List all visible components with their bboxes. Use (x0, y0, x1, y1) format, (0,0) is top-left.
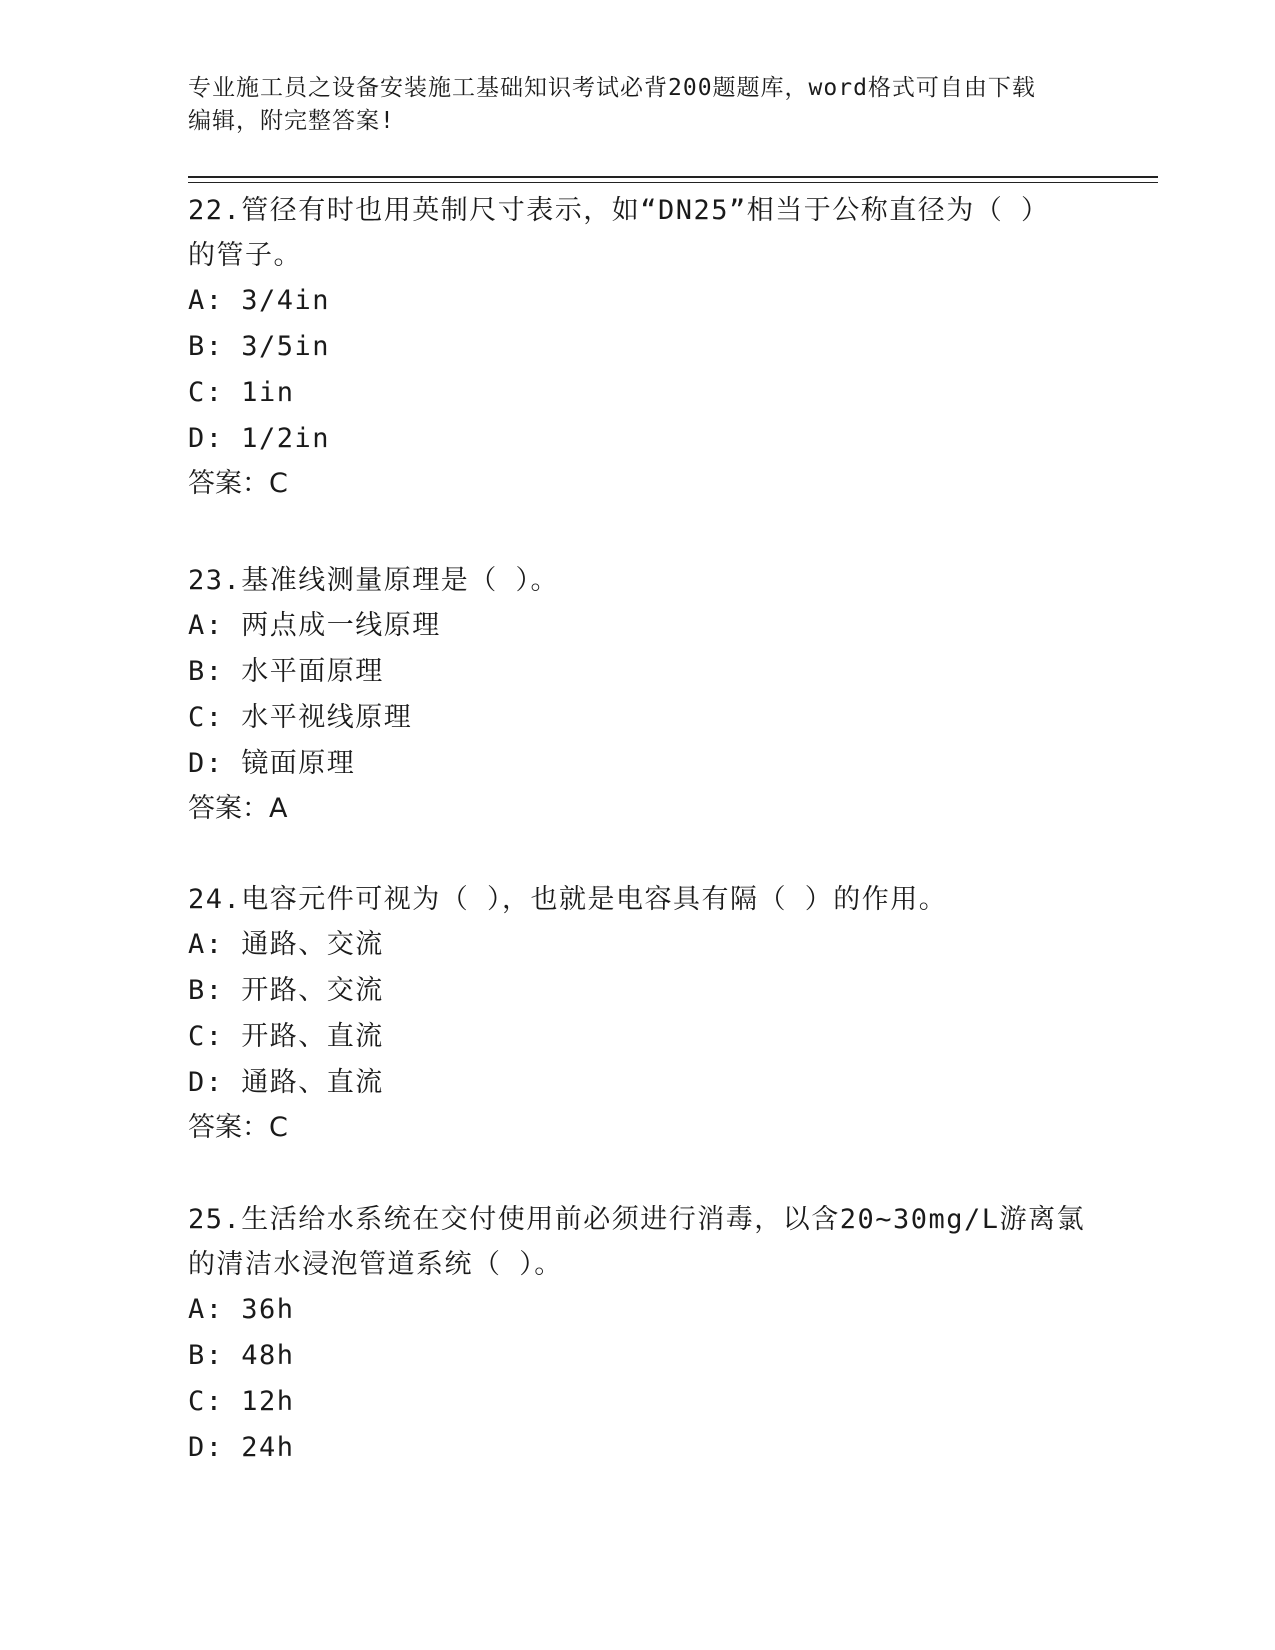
option-d: D: 通路、直流 (188, 1067, 384, 1098)
header-divider-thick (188, 176, 1158, 178)
header-line-1: 专业施工员之设备安装施工基础知识考试必背200题题库，word格式可自由下载 (188, 75, 1036, 101)
option-a: A: 两点成一线原理 (188, 610, 441, 641)
answer: 答案：C (188, 1112, 288, 1143)
header-divider-thin (188, 182, 1158, 183)
header-line-2: 编辑，附完整答案! (188, 108, 395, 134)
option-b: B: 开路、交流 (188, 975, 384, 1006)
question-stem: 23.基准线测量原理是（ ）。 (188, 565, 560, 596)
question-stem-continued: 的清洁水浸泡管道系统（ ）。 (188, 1249, 563, 1280)
option-d: D: 24h (188, 1432, 295, 1463)
answer: 答案：C (188, 468, 288, 499)
question-stem: 22.管径有时也用英制尺寸表示，如“DN25”相当于公称直径为（ ） (188, 195, 1050, 226)
option-c: C: 水平视线原理 (188, 702, 413, 733)
question-stem: 24.电容元件可视为（ ），也就是电容具有隔（ ）的作用。 (188, 884, 948, 915)
option-d: D: 1/2in (188, 423, 331, 454)
option-b: B: 48h (188, 1340, 295, 1371)
option-b: B: 3/5in (188, 331, 331, 362)
option-a: A: 3/4in (188, 285, 331, 316)
question-25 (188, 1197, 1088, 1471)
option-c: C: 12h (188, 1386, 295, 1417)
option-d: D: 镜面原理 (188, 748, 356, 779)
question-22 (188, 188, 1088, 506)
question-stem-continued: 的管子。 (188, 240, 302, 271)
option-c: C: 开路、直流 (188, 1021, 384, 1052)
option-b: B: 水平面原理 (188, 656, 384, 687)
question-23 (188, 558, 1088, 831)
option-c: C: 1in (188, 377, 295, 408)
document-header (188, 72, 1088, 138)
answer: 答案：A (188, 793, 288, 824)
question-24 (188, 877, 1088, 1150)
option-a: A: 通路、交流 (188, 929, 384, 960)
option-a: A: 36h (188, 1294, 295, 1325)
question-stem: 25.生活给水系统在交付使用前必须进行消毒，以含20~30mg/L游离氯 (188, 1204, 1086, 1235)
